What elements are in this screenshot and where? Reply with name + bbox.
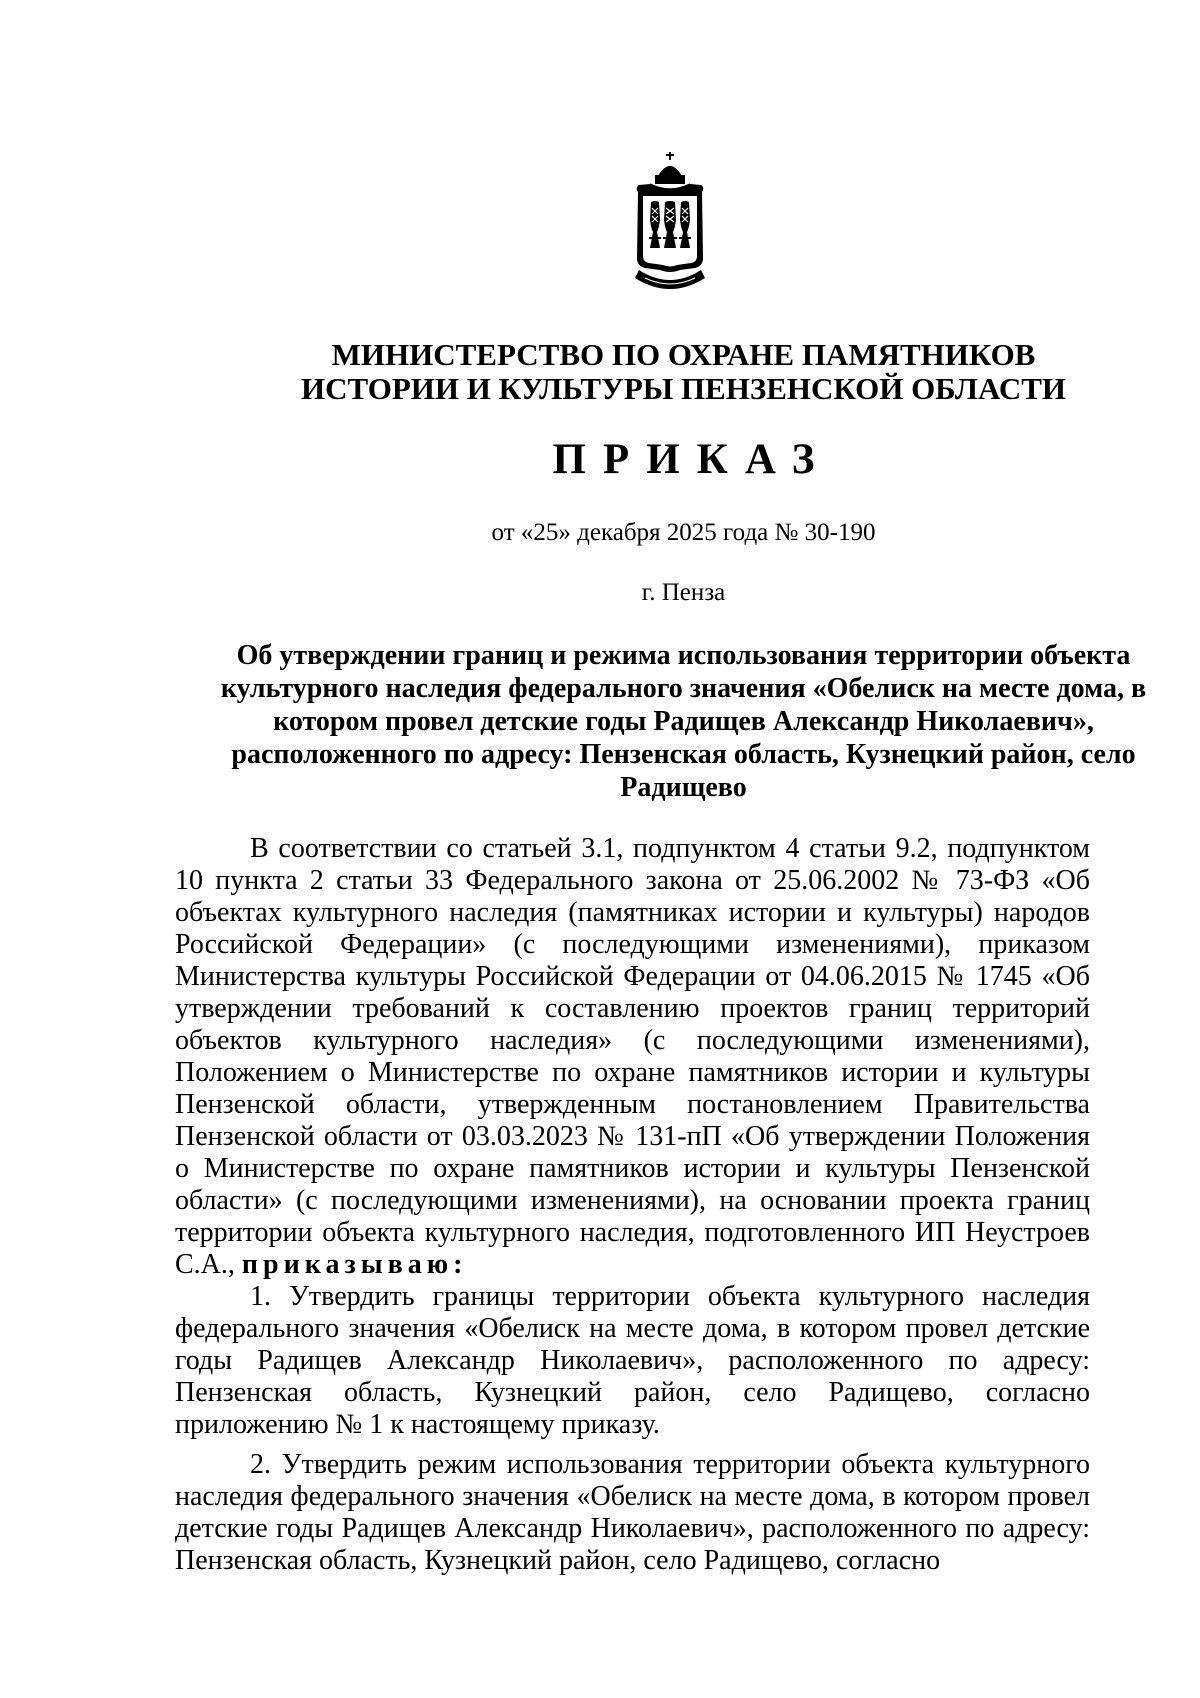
order-date-number: от «25» декабря 2025 года № 30-190 — [491, 519, 876, 546]
ministry-heading-line1: МИНИСТЕРСТВО ПО ОХРАНЕ ПАМЯТНИКОВ — [331, 337, 1036, 372]
coat-of-arms-icon — [625, 150, 715, 302]
order-subject: Об утверждении границ и режима использования территории объекта культурного наследия федерального значения «Обелиск на месте дома, в котором провел детские годы Радищев Александр Николаевич», расположенного по адресу: Пензенская область, Кузнецкий район, село Радищево — [220, 640, 1147, 803]
ministry-heading — [150, 338, 1200, 406]
order-verb: приказываю: — [241, 1249, 468, 1280]
preamble-text: В соответствии со статьей 3.1, подпунктом 4 статьи 9.2, подпунктом 10 пункта 2 статьи 33 Федерального закона от 25.06.2002 № 73-ФЗ «Об объектах культурного наследия (памятниках истории и культуры) народов Российской Федерации» (с последующими изменениями), приказом Министерства культуры Российской Федерации от 04.06.2015 № 1745 «Об утверждении требований к составлению проектов границ территорий объектов культурного наследия» (с последующими изменениями), Положением о Министерстве по охране памятников истории и культуры Пензенской области, утвержденным постановлением Правительства Пензенской области от 03.03.2023 № 131-пП «Об утверждении Положения о Министерстве по охране памятников истории и культуры Пензенской области» (с последующими изменениями), на основании проекта границ территории объекта культурного наследия, подготовленного ИП Неустроев С.А., — [175, 833, 1090, 1280]
order-city: г. Пенза — [641, 579, 726, 606]
order-item-2: 2. Утвердить режим использования территории объекта культурного наследия федерального значения «Обелиск на месте дома, в котором провел детские годы Радищев Александр Николаевич», расположенного по адресу: Пензенская область, Кузнецкий район, село Радищево, согласно — [175, 1449, 1090, 1576]
order-item-1: 1. Утвердить границы территории объекта культурного наследия федерального значения «Обелиск на месте дома, в котором провел детские годы Радищев Александр Николаевич», расположенного по адресу: Пензенская область, Кузнецкий район, село Радищево, согласно приложению № 1 к настоящему приказу. — [175, 1281, 1090, 1440]
document-title: ПРИКАЗ — [552, 436, 832, 483]
order-body — [175, 833, 1090, 1577]
ministry-heading-line2: ИСТОРИИ И КУЛЬТУРЫ ПЕНЗЕНСКОЙ ОБЛАСТИ — [300, 371, 1067, 406]
preamble-paragraph — [175, 833, 1090, 1281]
